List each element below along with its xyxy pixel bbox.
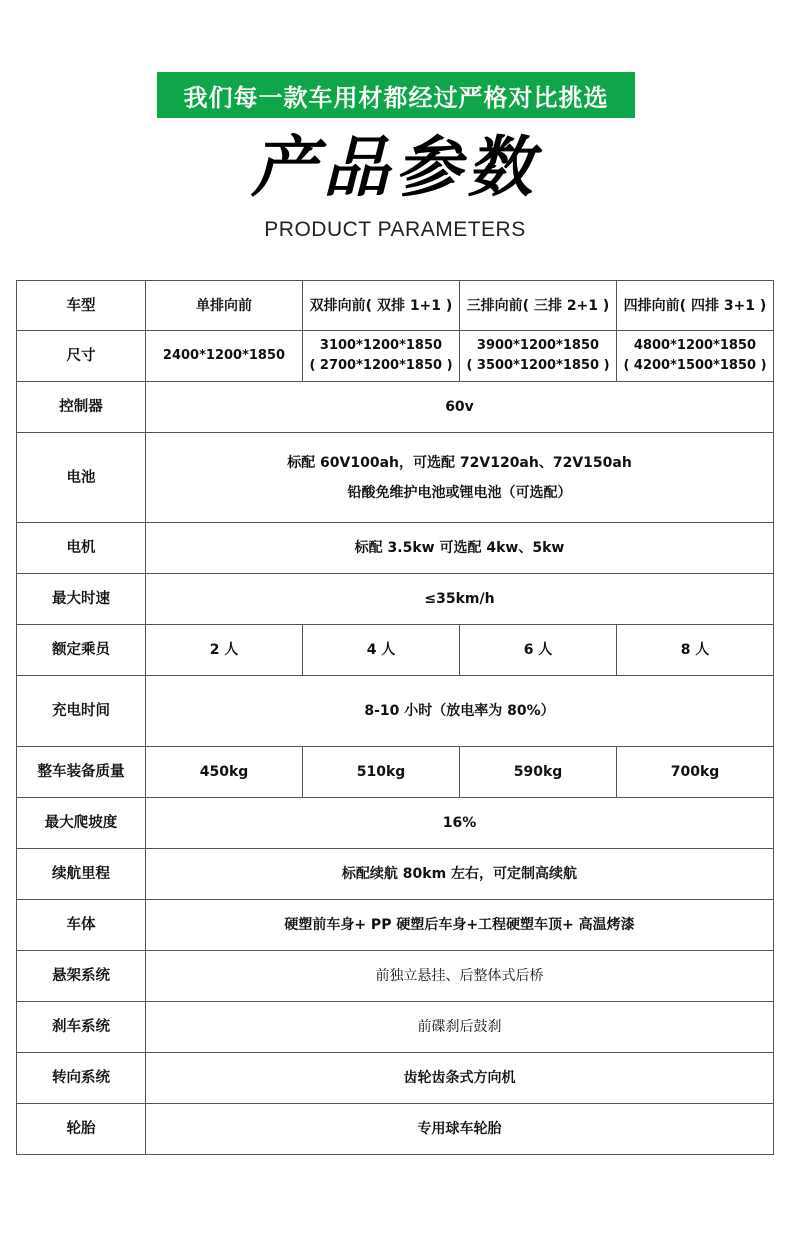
battery-line: 铅酸免维护电池或锂电池（可选配）	[347, 484, 572, 501]
table-cell: 4 人	[303, 625, 460, 676]
table-row-steering	[17, 1053, 774, 1104]
table-cell: 16%	[146, 798, 774, 849]
table-row-max-speed	[17, 574, 774, 625]
table-cell: 四排向前( 四排 3+1 )	[617, 281, 774, 331]
size-line: 4800*1200*1850	[633, 338, 757, 353]
table-cell: 三排向前( 三排 2+1 )	[460, 281, 617, 331]
table-row-tire	[17, 1104, 774, 1155]
table-cell: 450kg	[146, 747, 303, 798]
page-subtitle: PRODUCT PARAMETERS	[264, 218, 526, 241]
row-label: 最大爬坡度	[17, 798, 146, 849]
table-row-brake	[17, 1002, 774, 1053]
table-cell: 2 人	[146, 625, 303, 676]
table-cell: 专用球车轮胎	[146, 1104, 774, 1155]
row-label: 电池	[17, 433, 146, 523]
table-cell: 双排向前( 双排 1+1 )	[303, 281, 460, 331]
table-row-model	[17, 281, 774, 331]
table-cell: 硬塑前车身+ PP 硬塑后车身+工程硬塑车顶+ 高温烤漆	[146, 900, 774, 951]
table-cell: 8 人	[617, 625, 774, 676]
table-cell: 前独立悬挂、后整体式后桥	[146, 951, 774, 1002]
page-title: 产品参数	[251, 129, 539, 206]
table-row-max-grade	[17, 798, 774, 849]
table-cell: 700kg	[617, 747, 774, 798]
headline-banner: 我们每一款车用材都经过严格对比挑选	[157, 72, 635, 118]
row-label: 电机	[17, 523, 146, 574]
battery-line: 标配 60V100ah，可选配 72V120ah、72V150ah	[287, 454, 632, 471]
row-label: 额定乘员	[17, 625, 146, 676]
size-line: ( 3500*1200*1850 )	[466, 358, 610, 373]
row-label: 车体	[17, 900, 146, 951]
size-line: ( 4200*1500*1850 )	[623, 358, 767, 373]
table-cell: 标配 3.5kw 可选配 4kw、5kw	[146, 523, 774, 574]
size-line: ( 2700*1200*1850 )	[309, 358, 453, 373]
table-row-battery	[17, 433, 774, 523]
table-cell: 2400*1200*1850	[146, 331, 303, 382]
table-cell	[617, 331, 774, 382]
table-row-charge-time	[17, 676, 774, 747]
table-cell: 6 人	[460, 625, 617, 676]
table-cell: 标配续航 80km 左右，可定制高续航	[146, 849, 774, 900]
table-row-body	[17, 900, 774, 951]
table-row-capacity	[17, 625, 774, 676]
table-cell: 单排向前	[146, 281, 303, 331]
row-label: 控制器	[17, 382, 146, 433]
table-cell: 齿轮齿条式方向机	[146, 1053, 774, 1104]
row-label: 车型	[17, 281, 146, 331]
row-label: 整车装备质量	[17, 747, 146, 798]
table-row-range	[17, 849, 774, 900]
table-cell: 8-10 小时（放电率为 80%）	[146, 676, 774, 747]
table-cell: 510kg	[303, 747, 460, 798]
row-label: 续航里程	[17, 849, 146, 900]
table-cell: ≤35km/h	[146, 574, 774, 625]
table-cell: 590kg	[460, 747, 617, 798]
parameters-table	[16, 280, 774, 1155]
table-row-curb-weight	[17, 747, 774, 798]
row-label: 刹车系统	[17, 1002, 146, 1053]
table-cell: 前碟刹后鼓刹	[146, 1002, 774, 1053]
row-label: 悬架系统	[17, 951, 146, 1002]
row-label: 最大时速	[17, 574, 146, 625]
row-label: 转向系统	[17, 1053, 146, 1104]
table-cell	[303, 331, 460, 382]
row-label: 充电时间	[17, 676, 146, 747]
table-row-motor	[17, 523, 774, 574]
table-row-size	[17, 331, 774, 382]
row-label: 尺寸	[17, 331, 146, 382]
table-row-controller	[17, 382, 774, 433]
size-line: 3100*1200*1850	[319, 338, 443, 353]
table-row-suspension	[17, 951, 774, 1002]
table-cell	[146, 433, 774, 523]
size-line: 3900*1200*1850	[476, 338, 600, 353]
table-cell	[460, 331, 617, 382]
row-label: 轮胎	[17, 1104, 146, 1155]
table-cell: 60v	[146, 382, 774, 433]
